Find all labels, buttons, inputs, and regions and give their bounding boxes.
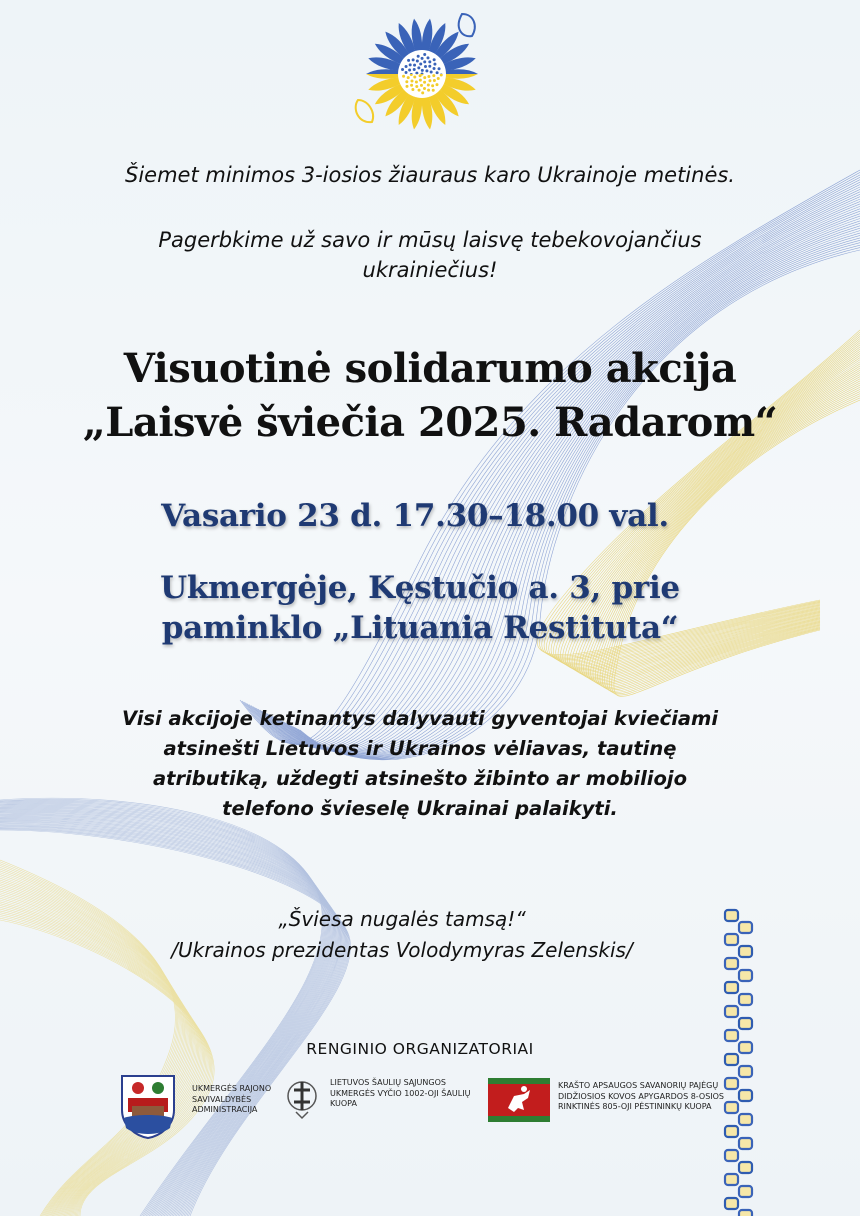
coat-of-arms-icon bbox=[120, 1074, 176, 1140]
intro-line-2b: ukrainiečius! bbox=[362, 258, 498, 282]
event-title bbox=[0, 342, 860, 450]
org1-line-3: ADMINISTRACIJA bbox=[192, 1105, 258, 1115]
vytis-flag-icon bbox=[488, 1078, 550, 1122]
organizer-volunteer-forces bbox=[488, 1078, 724, 1122]
organizers-heading: RENGINIO ORGANIZATORIAI bbox=[306, 1040, 534, 1058]
org2-line-1: LIETUVOS ŠAULIŲ SĄJUNGOS bbox=[330, 1078, 446, 1088]
sunflower-icon bbox=[350, 8, 490, 132]
event-place-line-1: Ukmergėje, Kęstučio a. 3, prie bbox=[160, 570, 680, 606]
invitation-line-3: atributiką, uždegti atsinešto žibinto ar mobiliojo bbox=[153, 767, 687, 790]
event-date: Vasario 23 d. 17.30–18.00 val. bbox=[161, 498, 669, 534]
event-title-line-1: Visuotinė solidarumo akcija bbox=[123, 345, 737, 392]
org3-line-1: KRAŠTO APSAUGOS SAVANORIŲ PAJĖGŲ bbox=[558, 1081, 719, 1091]
event-title-line-2: „Laisvė šviečia 2025. Radarom“ bbox=[82, 399, 778, 446]
invitation-text bbox=[0, 704, 850, 824]
organizer-riflemen-label bbox=[330, 1078, 470, 1110]
invitation-line-4: telefono švieselę Ukrainai palaikyti. bbox=[222, 797, 618, 820]
org1-line-2: SAVIVALDYBĖS bbox=[192, 1094, 252, 1104]
invitation-line-2: atsinešti Lietuvos ir Ukrainos vėliavas, tautinę bbox=[163, 737, 677, 760]
org2-line-2: UKMERGĖS VYČIO 1002-OJI ŠAULIŲ bbox=[330, 1088, 471, 1098]
organizer-volunteer-label bbox=[558, 1081, 724, 1113]
intro-line-2 bbox=[0, 225, 860, 285]
event-place-line-2: paminklo „Lituania Restituta“ bbox=[161, 610, 679, 646]
intro-line-2a: Pagerbkime už savo ir mūsų laisvę tebekovojančius bbox=[158, 228, 702, 252]
org3-line-3: RINKTINĖS 805-OJI PĖSTININKŲ KUOPA bbox=[558, 1102, 712, 1112]
org3-line-2: DIDŽIOSIOS KOVOS APYGARDOS 8-OSIOS bbox=[558, 1091, 725, 1101]
ornament-border bbox=[722, 906, 758, 1216]
riflemen-emblem-icon bbox=[284, 1076, 320, 1120]
event-place bbox=[0, 568, 850, 648]
quote-block bbox=[0, 904, 832, 966]
invitation-line-1: Visi akcijoje ketinantys dalyvauti gyventojai kviečiami bbox=[121, 707, 719, 730]
quote-text: „Šviesa nugalės tamsą!“ bbox=[278, 907, 526, 931]
organizer-municipality-label bbox=[192, 1084, 271, 1116]
org1-line-1: UKMERGĖS RAJONO bbox=[192, 1084, 272, 1094]
quote-author: /Ukrainos prezidentas Volodymyras Zelenskis/ bbox=[171, 938, 633, 962]
org2-line-3: KUOPA bbox=[330, 1099, 357, 1109]
intro-line-1: Šiemet minimos 3-iosios žiauraus karo Ukrainoje metinės. bbox=[125, 163, 735, 187]
organizer-municipality bbox=[120, 1074, 271, 1140]
organizer-riflemen-union bbox=[284, 1076, 470, 1120]
